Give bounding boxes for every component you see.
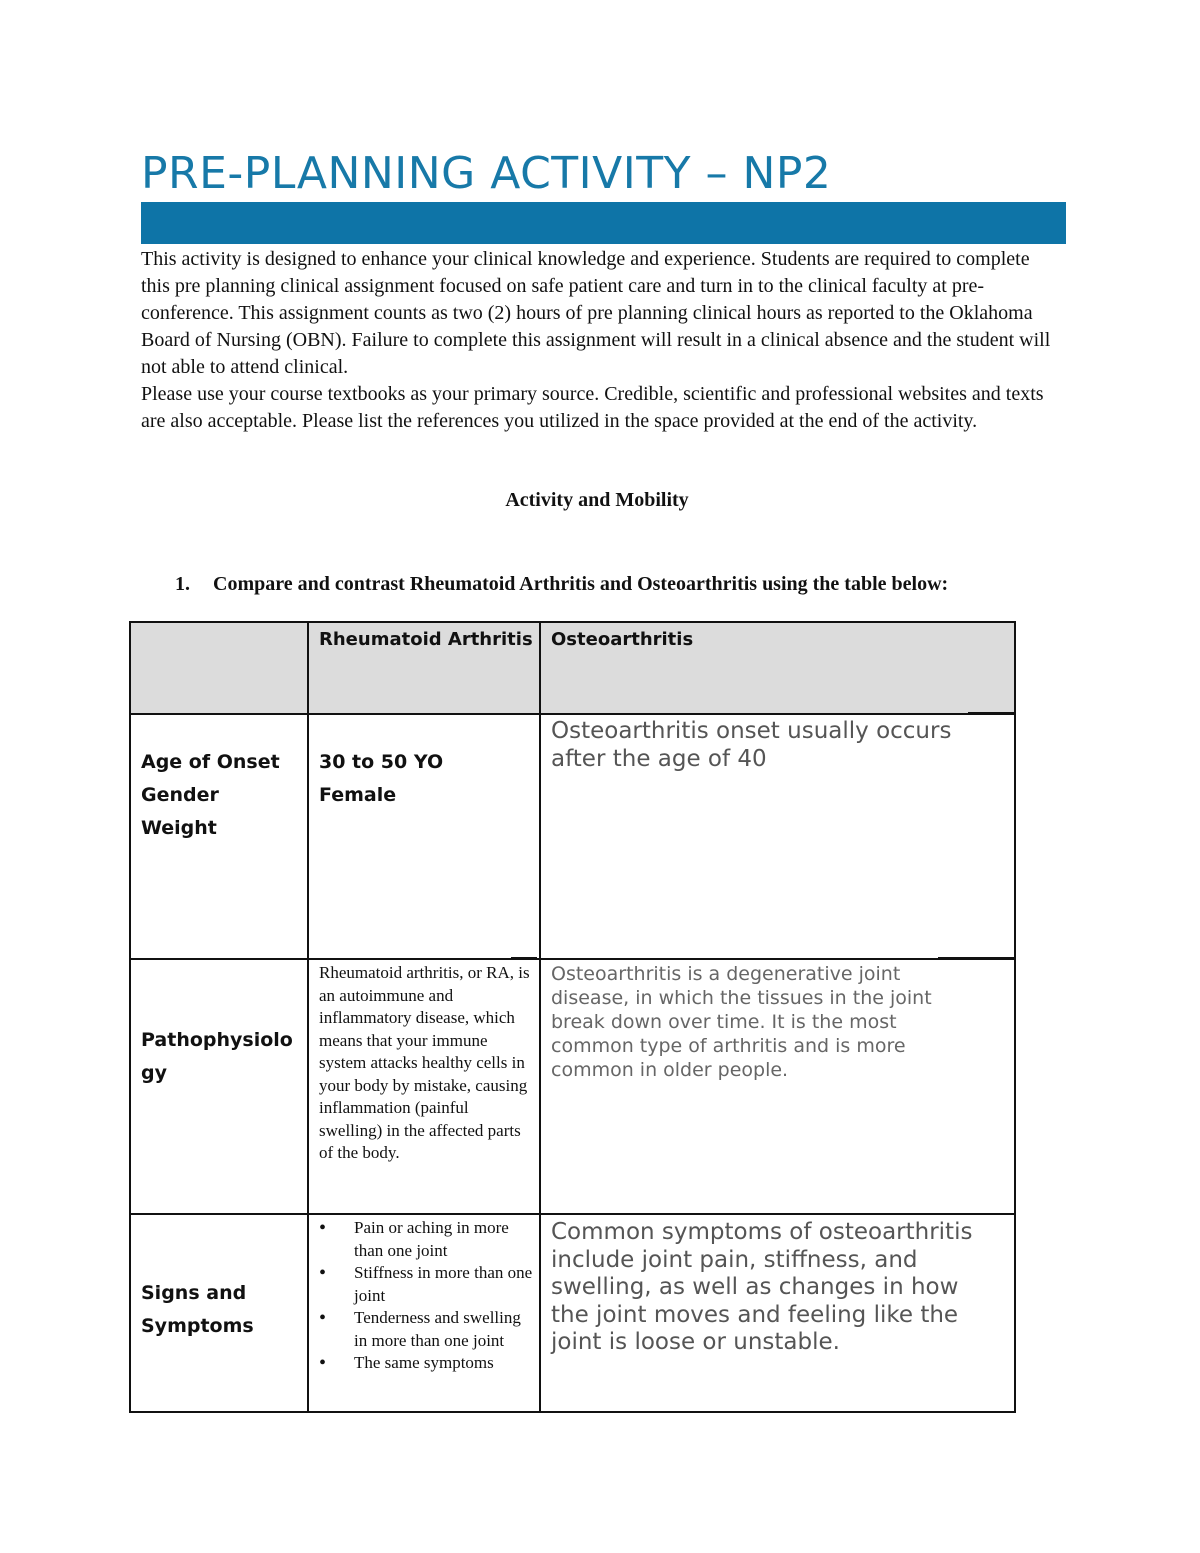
intro-paragraph-2: Please use your course textbooks as your primary source. Credible, scientific and professional websites and texts are also acceptable. Please list the references you utilized in the space provided at the end of the activity.	[141, 383, 1044, 432]
oa-symptoms-text: Common symptoms of osteoarthritis include joint pain, stiffness, and swelling, as well as changes in how the joint moves and feeling like the joint is loose or unstable.	[551, 1219, 973, 1355]
header-oa-label: Osteoarthritis	[551, 629, 694, 650]
question-number: 1.	[175, 573, 190, 595]
oa-onset-text: Osteoarthritis onset usually occurs after the age of 40	[551, 718, 952, 772]
header-cell-ra	[308, 622, 540, 714]
row-label-cell	[130, 714, 308, 959]
intro-paragraph-1: This activity is designed to enhance your clinical knowledge and experience. Students are required to complete this pre planning clinical assignment focused on safe patient care and turn in to the clinical faculty at pre-conference. This assignment counts as two (2) hours of pre planning clinical hours as reported to the Oklahoma Board of Nursing (OBN). Failure to complete this assignment will result in a clinical absence and the student will not able to attend clinical.	[141, 248, 1051, 378]
question-text: Compare and contrast Rheumatoid Arthritis and Osteoarthritis using the table below:	[213, 573, 949, 595]
table-row-symptoms	[130, 1214, 1015, 1412]
ra-onset-cell	[308, 714, 540, 959]
oa-symptoms-cell	[540, 1214, 1015, 1412]
ra-symptoms-cell	[308, 1214, 540, 1412]
label-symptoms: Symptoms	[141, 1315, 254, 1337]
list-item: • Stiffness in more than one joint	[309, 1262, 535, 1307]
border-artifact	[511, 957, 537, 959]
label-signs-and: Signs and	[141, 1282, 247, 1304]
ra-symptoms-list	[309, 1215, 539, 1375]
title-underline-bar	[141, 202, 1066, 244]
oa-patho-text: Osteoarthritis is a degenerative joint disease, in which the tissues in the joint break down over time. It is the most common type of arthritis and is more common in older people.	[551, 963, 932, 1081]
header-ra-label: Rheumatoid Arthritis	[319, 629, 533, 650]
ra-patho-text: Rheumatoid arthritis, or RA, is an autoimmune and inflammatory disease, which means that your immune system attacks healthy cells in your body by mistake, causing inflammation (painful swelling) in the affected parts of the body.	[319, 963, 530, 1162]
intro-text	[141, 246, 1061, 435]
row-label-cell	[130, 959, 308, 1214]
table-header-row	[130, 622, 1015, 714]
border-artifact	[968, 712, 1014, 714]
oa-onset-cell	[540, 714, 1015, 959]
list-item: • Tenderness and swelling in more than one joint	[309, 1307, 535, 1352]
border-artifact	[938, 957, 1014, 959]
label-age-of-onset: Age of Onset	[141, 751, 280, 773]
list-item: • Pain or aching in more than one joint	[309, 1217, 535, 1262]
section-heading: Activity and Mobility	[505, 489, 689, 511]
header-cell-empty	[130, 622, 308, 714]
table-row-pathophysiology	[130, 959, 1015, 1214]
ra-gender-value: Female	[319, 784, 397, 806]
header-cell-oa	[540, 622, 1015, 714]
list-item: • The same symptoms	[309, 1352, 535, 1375]
table-row-onset	[130, 714, 1015, 959]
comparison-table	[129, 621, 1016, 1413]
row-label-cell	[130, 1214, 308, 1412]
oa-patho-cell	[540, 959, 1015, 1214]
ra-patho-cell	[308, 959, 540, 1214]
label-weight: Weight	[141, 817, 217, 839]
page-title: PRE-PLANNING ACTIVITY – NP2	[141, 148, 832, 199]
label-gender: Gender	[141, 784, 219, 806]
ra-age-value: 30 to 50 YO	[319, 751, 444, 773]
label-pathophysiology: Pathophysiology	[141, 1029, 293, 1084]
